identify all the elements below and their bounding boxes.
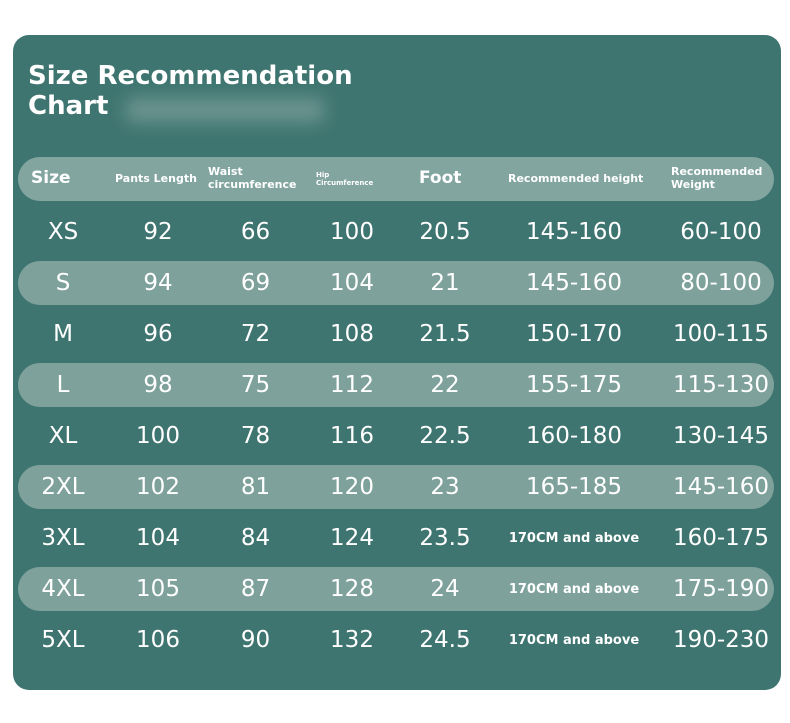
cell-foot: 20.5 (419, 219, 471, 245)
cell-hip: 104 (330, 270, 374, 296)
cell-pants-length: 100 (136, 423, 180, 449)
cell-size: M (53, 321, 73, 347)
cell-size: 2XL (41, 474, 85, 500)
table-row (18, 312, 774, 356)
table-row (18, 618, 774, 662)
cell-hip: 112 (330, 372, 374, 398)
cell-pants-length: 102 (136, 474, 180, 500)
cell-height: 150-170 (525, 321, 623, 347)
header-weight-line1: Recommended (671, 165, 763, 179)
cell-pants-length: 92 (143, 219, 173, 245)
cell-foot: 24 (430, 576, 460, 602)
table-row (18, 465, 774, 509)
header-waist-line1: Waist (208, 165, 243, 179)
cell-height: 170CM and above (508, 632, 640, 648)
cell-waist: 69 (240, 270, 271, 296)
cell-hip: 108 (330, 321, 374, 347)
cell-waist: 81 (240, 474, 271, 500)
cell-foot: 22.5 (419, 423, 471, 449)
cell-foot: 23.5 (419, 525, 471, 551)
cell-pants-length: 96 (143, 321, 173, 347)
header-recommended-weight (671, 157, 762, 201)
cell-weight: 115-130 (672, 372, 770, 398)
cell-height: 170CM and above (508, 530, 640, 546)
table-row (18, 363, 774, 407)
header-hip-line2: Circumference (316, 179, 374, 187)
cell-waist: 75 (240, 372, 271, 398)
header-recommended-height: Recommended height (508, 171, 644, 185)
chart-title-line1: Size Recommendation (28, 61, 353, 91)
cell-foot: 21.5 (419, 321, 471, 347)
cell-size: XL (48, 423, 78, 449)
cell-foot: 23 (430, 474, 460, 500)
cell-height: 155-175 (525, 372, 623, 398)
cell-weight: 175-190 (672, 576, 770, 602)
cell-foot: 21 (430, 270, 460, 296)
cell-hip: 124 (330, 525, 374, 551)
cell-weight: 130-145 (672, 423, 770, 449)
cell-waist: 87 (240, 576, 271, 602)
cell-size: L (56, 372, 70, 398)
cell-pants-length: 104 (136, 525, 180, 551)
header-waist (208, 157, 296, 201)
cell-height: 160-180 (525, 423, 623, 449)
cell-size: S (55, 270, 71, 296)
cell-size: 5XL (41, 627, 85, 653)
header-weight-line2: Weight (671, 178, 715, 191)
header-pants-length: Pants Length (115, 171, 197, 185)
cell-hip: 116 (330, 423, 374, 449)
header-size: Size (31, 168, 71, 189)
cell-weight: 160-175 (672, 525, 770, 551)
cell-weight: 100-115 (672, 321, 770, 347)
table-row (18, 414, 774, 458)
cell-weight: 190-230 (672, 627, 770, 653)
table-row (18, 567, 774, 611)
header-foot: Foot (419, 168, 462, 189)
table-row (18, 516, 774, 560)
cell-pants-length: 105 (136, 576, 180, 602)
cell-size: 3XL (41, 525, 85, 551)
cell-foot: 22 (430, 372, 460, 398)
cell-hip: 128 (330, 576, 374, 602)
cell-weight: 80-100 (680, 270, 762, 296)
cell-height: 165-185 (525, 474, 623, 500)
cell-foot: 24.5 (419, 627, 471, 653)
cell-height: 145-160 (525, 270, 623, 296)
cell-hip: 100 (330, 219, 374, 245)
header-waist-line2: circumference (208, 178, 297, 191)
chart-title-line2: Chart (28, 91, 109, 121)
cell-size: 4XL (41, 576, 85, 602)
cell-height: 145-160 (525, 219, 623, 245)
cell-waist: 84 (240, 525, 271, 551)
cell-waist: 66 (240, 219, 271, 245)
cell-hip: 120 (330, 474, 374, 500)
cell-pants-length: 106 (136, 627, 180, 653)
cell-weight: 60-100 (680, 219, 762, 245)
cell-pants-length: 94 (143, 270, 173, 296)
cell-hip: 132 (330, 627, 374, 653)
cell-size: XS (47, 219, 79, 245)
table-row (18, 261, 774, 305)
cell-waist: 78 (240, 423, 271, 449)
blurred-watermark (125, 97, 325, 123)
header-hip-line1: Hip (316, 170, 330, 179)
cell-weight: 145-160 (672, 474, 770, 500)
cell-pants-length: 98 (143, 372, 173, 398)
table-header (18, 157, 774, 201)
cell-waist: 72 (240, 321, 271, 347)
header-hip (316, 157, 373, 201)
table-row (18, 210, 774, 254)
size-chart-card (13, 35, 781, 690)
cell-height: 170CM and above (508, 581, 640, 597)
cell-waist: 90 (240, 627, 271, 653)
